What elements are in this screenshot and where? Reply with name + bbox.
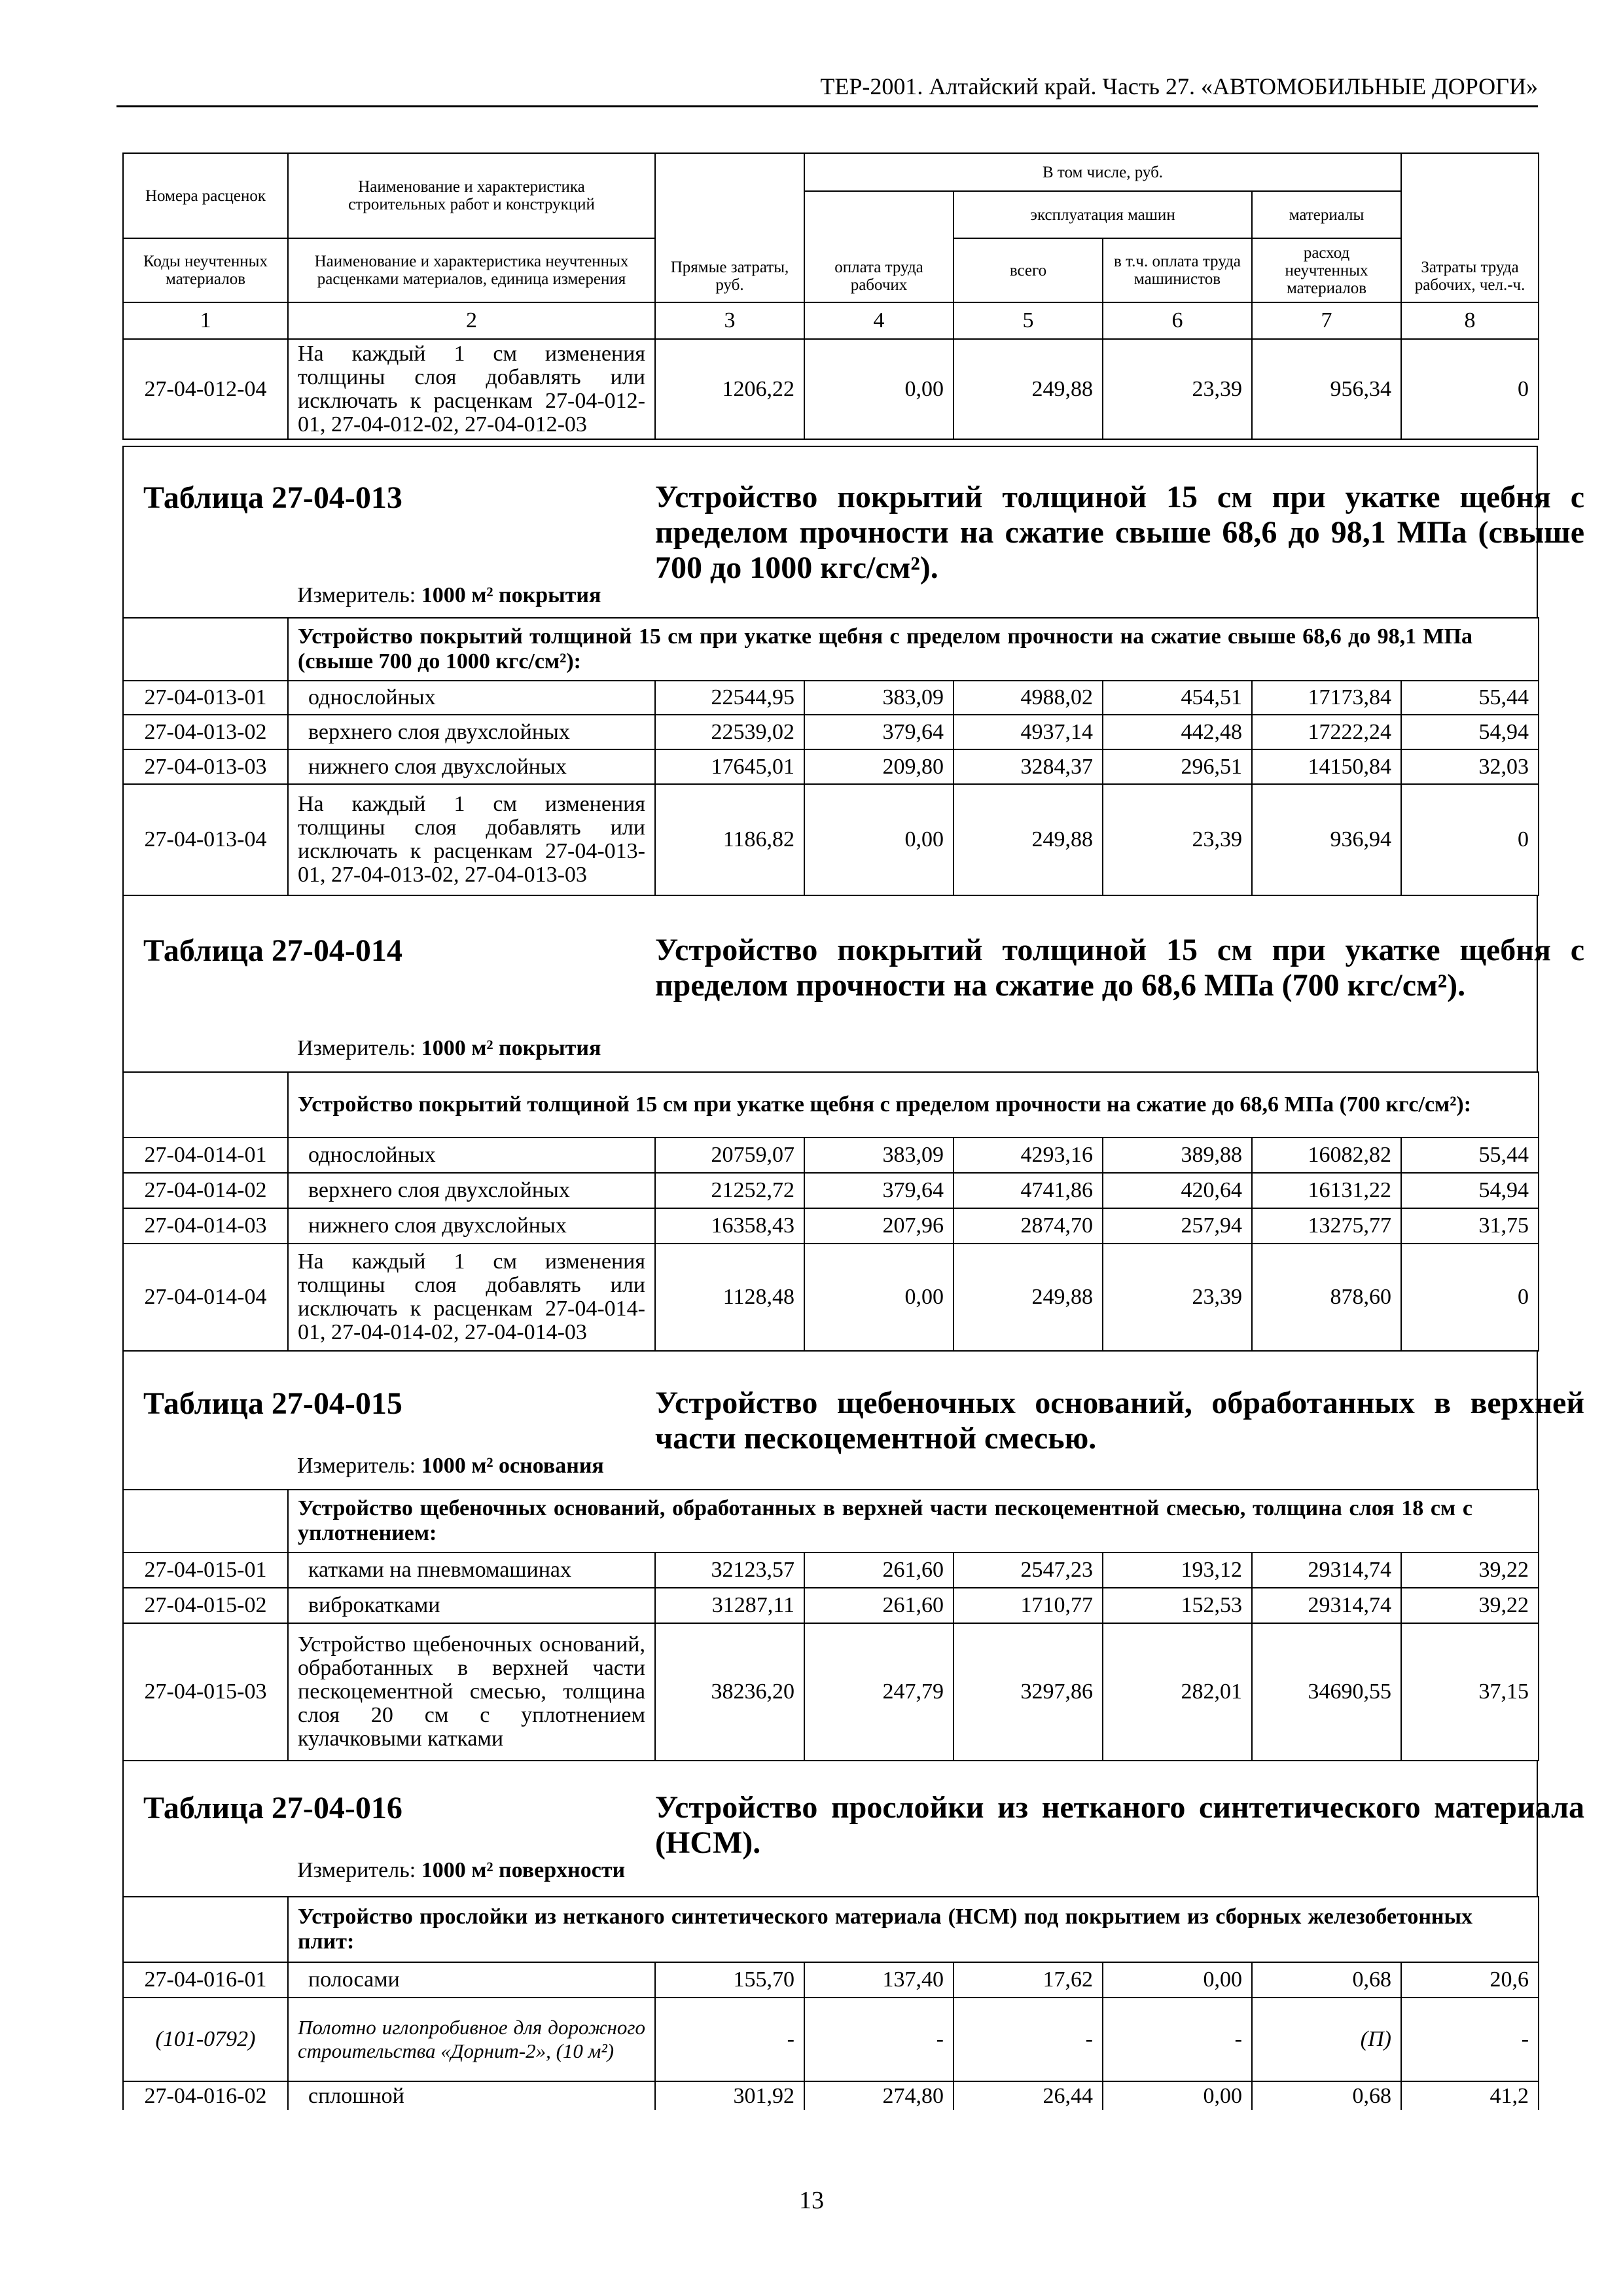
labor-pay: 379,64	[804, 1173, 954, 1208]
material-code: (101-0792)	[123, 1998, 288, 2081]
col-incl-header: В том числе, руб.	[804, 153, 1401, 191]
labor-hours: 20,6	[1401, 1962, 1539, 1998]
machinist-pay: 257,94	[1103, 1208, 1252, 1244]
column-header-table	[122, 152, 1539, 440]
labor-hours: 37,15	[1401, 1623, 1539, 1761]
direct-cost: 17645,01	[655, 749, 804, 784]
rate-code: 27-04-014-03	[123, 1208, 288, 1244]
table-row	[123, 681, 1539, 715]
labor-pay: 383,09	[804, 681, 954, 715]
rate-name: На каждый 1 см изменения толщины слоя добавлять или исключать к расценкам 27-04-012-01, 27-04-012-02, 27-04-012-03	[288, 339, 655, 439]
labor-pay: 0,00	[804, 784, 954, 895]
col-number: 3	[655, 302, 804, 339]
direct-cost: 21252,72	[655, 1173, 804, 1208]
col-number: 1	[123, 302, 288, 339]
machines-total: 2874,70	[954, 1208, 1103, 1244]
machines-total: 4741,86	[954, 1173, 1103, 1208]
machines-total: 17,62	[954, 1962, 1103, 1998]
labor-hours: 32,03	[1401, 749, 1539, 784]
rate-code: 27-04-013-03	[123, 749, 288, 784]
machines-total: 249,88	[954, 339, 1103, 439]
table-row	[123, 1138, 1539, 1173]
direct-cost: 1128,48	[655, 1244, 804, 1351]
machinist-pay: 420,64	[1103, 1173, 1252, 1208]
labor-hours: 55,44	[1401, 1138, 1539, 1173]
section-description: Устройство щебеночных оснований, обработанных в верхней части пескоцементной смесью, толщина слоя 18 см с уплотнением:	[288, 1490, 1539, 1552]
col-number: 5	[954, 302, 1103, 339]
table-title: Устройство покрытий толщиной 15 см при укатке щебня с пределом прочности на сжатие свыше 68,6 до 98,1 МПа (свыше 700 до 1000 кгс/см²).	[655, 480, 1584, 585]
direct-cost: 22539,02	[655, 715, 804, 749]
labor-pay: 0,00	[804, 1244, 954, 1351]
rate-name: На каждый 1 см изменения толщины слоя добавлять или исключать к расценкам 27-04-014-01, 27-04-014-02, 27-04-014-03	[288, 1244, 655, 1351]
col-number: 4	[804, 302, 954, 339]
table-row	[123, 1208, 1539, 1244]
materials-cost: 29314,74	[1252, 1588, 1401, 1623]
machinist-pay: 442,48	[1103, 715, 1252, 749]
machinist-pay: 0,00	[1103, 2081, 1252, 2110]
materials-cost: 13275,77	[1252, 1208, 1401, 1244]
labor-pay: 207,96	[804, 1208, 954, 1244]
table-title: Устройство покрытий толщиной 15 см при укатке щебня с пределом прочности на сжатие до 68,6 МПа (700 кгс/см²).	[655, 933, 1584, 1003]
machinist-pay: 389,88	[1103, 1138, 1252, 1173]
labor-hours: 39,22	[1401, 1552, 1539, 1588]
rates-table	[122, 1896, 1539, 2110]
labor-hours: 0	[1401, 339, 1539, 439]
machinist-pay: 152,53	[1103, 1588, 1252, 1623]
col-machlabor-header: в т.ч. оплата труда машинистов	[1103, 238, 1252, 302]
table-row	[123, 1244, 1539, 1351]
page-number: 13	[799, 2187, 824, 2214]
rate-code: 27-04-013-02	[123, 715, 288, 749]
table-row	[123, 1962, 1539, 1998]
rate-name: верхнего слоя двухслойных	[288, 1173, 655, 1208]
rates-table	[122, 1071, 1539, 1352]
section-description: Устройство покрытий толщиной 15 см при укатке щебня с пределом прочности на сжатие свыше 68,6 до 98,1 МПа (свыше 700 до 1000 кгс/см²):	[288, 618, 1539, 681]
labor-hours: 0	[1401, 1244, 1539, 1351]
measure-unit: Измеритель: 1000 м² покрытия	[297, 583, 601, 607]
col-number: 8	[1401, 302, 1539, 339]
labor-pay: 137,40	[804, 1962, 954, 1998]
direct-cost: 32123,57	[655, 1552, 804, 1588]
rates-table	[122, 617, 1539, 896]
labor-pay: 247,79	[804, 1623, 954, 1761]
col-codes-header: Номера расценок	[123, 153, 288, 238]
machinist-pay: 23,39	[1103, 1244, 1252, 1351]
labor-pay: 274,80	[804, 2081, 954, 2110]
materials-cost: 29314,74	[1252, 1552, 1401, 1588]
materials-cost: 17222,24	[1252, 715, 1401, 749]
materials-cost: 34690,55	[1252, 1623, 1401, 1761]
table-title-block	[122, 1760, 1584, 1896]
measure-unit: Измеритель: 1000 м² покрытия	[297, 1036, 601, 1060]
rate-name: Устройство щебеночных оснований, обработанных в верхней части пескоцементной смесью, толщина слоя 20 см с уплотнением кулачковыми катками	[288, 1623, 655, 1761]
direct-cost: -	[655, 1998, 804, 2081]
section-description: Устройство покрытий толщиной 15 см при укатке щебня с пределом прочности на сжатие до 68,6 МПа (700 кгс/см²):	[288, 1072, 1539, 1138]
labor-pay: 261,60	[804, 1588, 954, 1623]
materials-cost: (П)	[1252, 1998, 1401, 2081]
materials-cost: 16082,82	[1252, 1138, 1401, 1173]
table-title-block	[122, 895, 1584, 1071]
col-laborcost-header: Затраты труда рабочих, чел.-ч.	[1401, 153, 1539, 302]
labor-hours: 54,94	[1401, 1173, 1539, 1208]
materials-cost: 936,94	[1252, 784, 1401, 895]
material-name: Полотно иглопробивное для дорожного строительства «Дорнит-2», (10 м²)	[288, 1998, 655, 2081]
rate-code: 27-04-014-04	[123, 1244, 288, 1351]
table-row	[123, 749, 1539, 784]
machines-total: 4293,16	[954, 1138, 1103, 1173]
machinist-pay: 23,39	[1103, 784, 1252, 895]
table-title: Устройство прослойки из нетканого синтетического материала (НСМ).	[655, 1790, 1584, 1860]
direct-cost: 20759,07	[655, 1138, 804, 1173]
rate-name: На каждый 1 см изменения толщины слоя добавлять или исключать к расценкам 27-04-013-01, 27-04-013-02, 27-04-013-03	[288, 784, 655, 895]
running-header	[116, 73, 1538, 107]
table-title: Устройство щебеночных оснований, обработанных в верхней части пескоцементной смесью.	[655, 1386, 1584, 1456]
labor-hours: 55,44	[1401, 681, 1539, 715]
col-number: 7	[1252, 302, 1401, 339]
direct-cost: 38236,20	[655, 1623, 804, 1761]
col-matcons-header: расход неучтенных материалов	[1252, 238, 1401, 302]
machinist-pay: 23,39	[1103, 339, 1252, 439]
col-name-header: Наименование и характеристика строительных работ и конструкций	[288, 153, 655, 238]
machines-total: 1710,77	[954, 1588, 1103, 1623]
rate-name: нижнего слоя двухслойных	[288, 749, 655, 784]
labor-hours: 39,22	[1401, 1588, 1539, 1623]
table-title-block	[122, 1350, 1584, 1489]
direct-cost: 31287,11	[655, 1588, 804, 1623]
labor-hours: 54,94	[1401, 715, 1539, 749]
machines-total: 3284,37	[954, 749, 1103, 784]
rate-name: виброкатками	[288, 1588, 655, 1623]
materials-cost: 0,68	[1252, 2081, 1401, 2110]
labor-hours: 31,75	[1401, 1208, 1539, 1244]
labor-hours: 41,2	[1401, 2081, 1539, 2110]
materials-cost: 14150,84	[1252, 749, 1401, 784]
direct-cost: 16358,43	[655, 1208, 804, 1244]
machines-total: 2547,23	[954, 1552, 1103, 1588]
rate-name: полосами	[288, 1962, 655, 1998]
table-row	[123, 1552, 1539, 1588]
machines-total: 4988,02	[954, 681, 1103, 715]
col-number: 6	[1103, 302, 1252, 339]
rate-name: катками на пневмомашинах	[288, 1552, 655, 1588]
materials-cost: 956,34	[1252, 339, 1401, 439]
col-direct-header: Прямые затраты, руб.	[655, 153, 804, 302]
labor-hours: 0	[1401, 784, 1539, 895]
rate-code: 27-04-014-02	[123, 1173, 288, 1208]
table-row	[123, 2081, 1539, 2110]
rate-code: 27-04-015-02	[123, 1588, 288, 1623]
rate-name: сплошной	[288, 2081, 655, 2110]
machines-total: 4937,14	[954, 715, 1103, 749]
machines-total: -	[954, 1998, 1103, 2081]
table-number: Таблица 27-04-013	[143, 480, 402, 515]
table-row	[123, 784, 1539, 895]
materials-cost: 0,68	[1252, 1962, 1401, 1998]
section-description: Устройство прослойки из нетканого синтетического материала (НСМ) под покрытием из сборных железобетонных плит:	[288, 1897, 1539, 1962]
rate-name: верхнего слоя двухслойных	[288, 715, 655, 749]
direct-cost: 1186,82	[655, 784, 804, 895]
table-row	[123, 715, 1539, 749]
rate-code: 27-04-014-01	[123, 1138, 288, 1173]
col-materials-header: материалы	[1252, 191, 1401, 238]
table-row	[123, 1623, 1539, 1761]
col-machines-header: эксплуатация машин	[954, 191, 1252, 238]
col-name2-header: Наименование и характеристика неучтенных расценками материалов, единица измерения	[288, 238, 655, 302]
labor-hours: -	[1401, 1998, 1539, 2081]
col-number: 2	[288, 302, 655, 339]
machinist-pay: 454,51	[1103, 681, 1252, 715]
machinist-pay: 282,01	[1103, 1623, 1252, 1761]
machines-total: 3297,86	[954, 1623, 1103, 1761]
table-number: Таблица 27-04-016	[143, 1791, 402, 1825]
table-number: Таблица 27-04-015	[143, 1386, 402, 1421]
direct-cost: 155,70	[655, 1962, 804, 1998]
col-total-header: всего	[954, 238, 1103, 302]
materials-cost: 17173,84	[1252, 681, 1401, 715]
rate-code: 27-04-013-01	[123, 681, 288, 715]
rate-code: 27-04-012-04	[123, 339, 288, 439]
col-codes2-header: Коды неучтенных материалов	[123, 238, 288, 302]
machinist-pay: 296,51	[1103, 749, 1252, 784]
measure-unit: Измеритель: 1000 м² поверхности	[297, 1858, 626, 1882]
labor-pay: 379,64	[804, 715, 954, 749]
rates-table	[122, 1489, 1539, 1761]
rate-name: однослойных	[288, 1138, 655, 1173]
materials-cost: 878,60	[1252, 1244, 1401, 1351]
table-row	[123, 339, 1539, 439]
machines-total: 249,88	[954, 784, 1103, 895]
rate-code: 27-04-015-03	[123, 1623, 288, 1761]
table-row	[123, 1588, 1539, 1623]
table-number: Таблица 27-04-014	[143, 933, 402, 968]
table-row	[123, 1173, 1539, 1208]
direct-cost: 301,92	[655, 2081, 804, 2110]
labor-pay: -	[804, 1998, 954, 2081]
direct-cost: 22544,95	[655, 681, 804, 715]
labor-pay: 209,80	[804, 749, 954, 784]
measure-unit: Измеритель: 1000 м² основания	[297, 1454, 604, 1478]
rate-code: 27-04-015-01	[123, 1552, 288, 1588]
table-title-block	[122, 446, 1584, 617]
table-row	[123, 1998, 1539, 2081]
rate-name: нижнего слоя двухслойных	[288, 1208, 655, 1244]
col-labor-header: оплата труда рабочих	[804, 191, 954, 302]
machinist-pay: -	[1103, 1998, 1252, 2081]
machines-total: 26,44	[954, 2081, 1103, 2110]
direct-cost: 1206,22	[655, 339, 804, 439]
machinist-pay: 0,00	[1103, 1962, 1252, 1998]
labor-pay: 0,00	[804, 339, 954, 439]
labor-pay: 383,09	[804, 1138, 954, 1173]
materials-cost: 16131,22	[1252, 1173, 1401, 1208]
running-header-title: ТЕР-2001. Алтайский край. Часть 27. «АВТОМОБИЛЬНЫЕ ДОРОГИ»	[820, 73, 1538, 99]
rate-name: однослойных	[288, 681, 655, 715]
rate-code: 27-04-016-01	[123, 1962, 288, 1998]
rate-code: 27-04-016-02	[123, 2081, 288, 2110]
machines-total: 249,88	[954, 1244, 1103, 1351]
machinist-pay: 193,12	[1103, 1552, 1252, 1588]
labor-pay: 261,60	[804, 1552, 954, 1588]
rate-code: 27-04-013-04	[123, 784, 288, 895]
